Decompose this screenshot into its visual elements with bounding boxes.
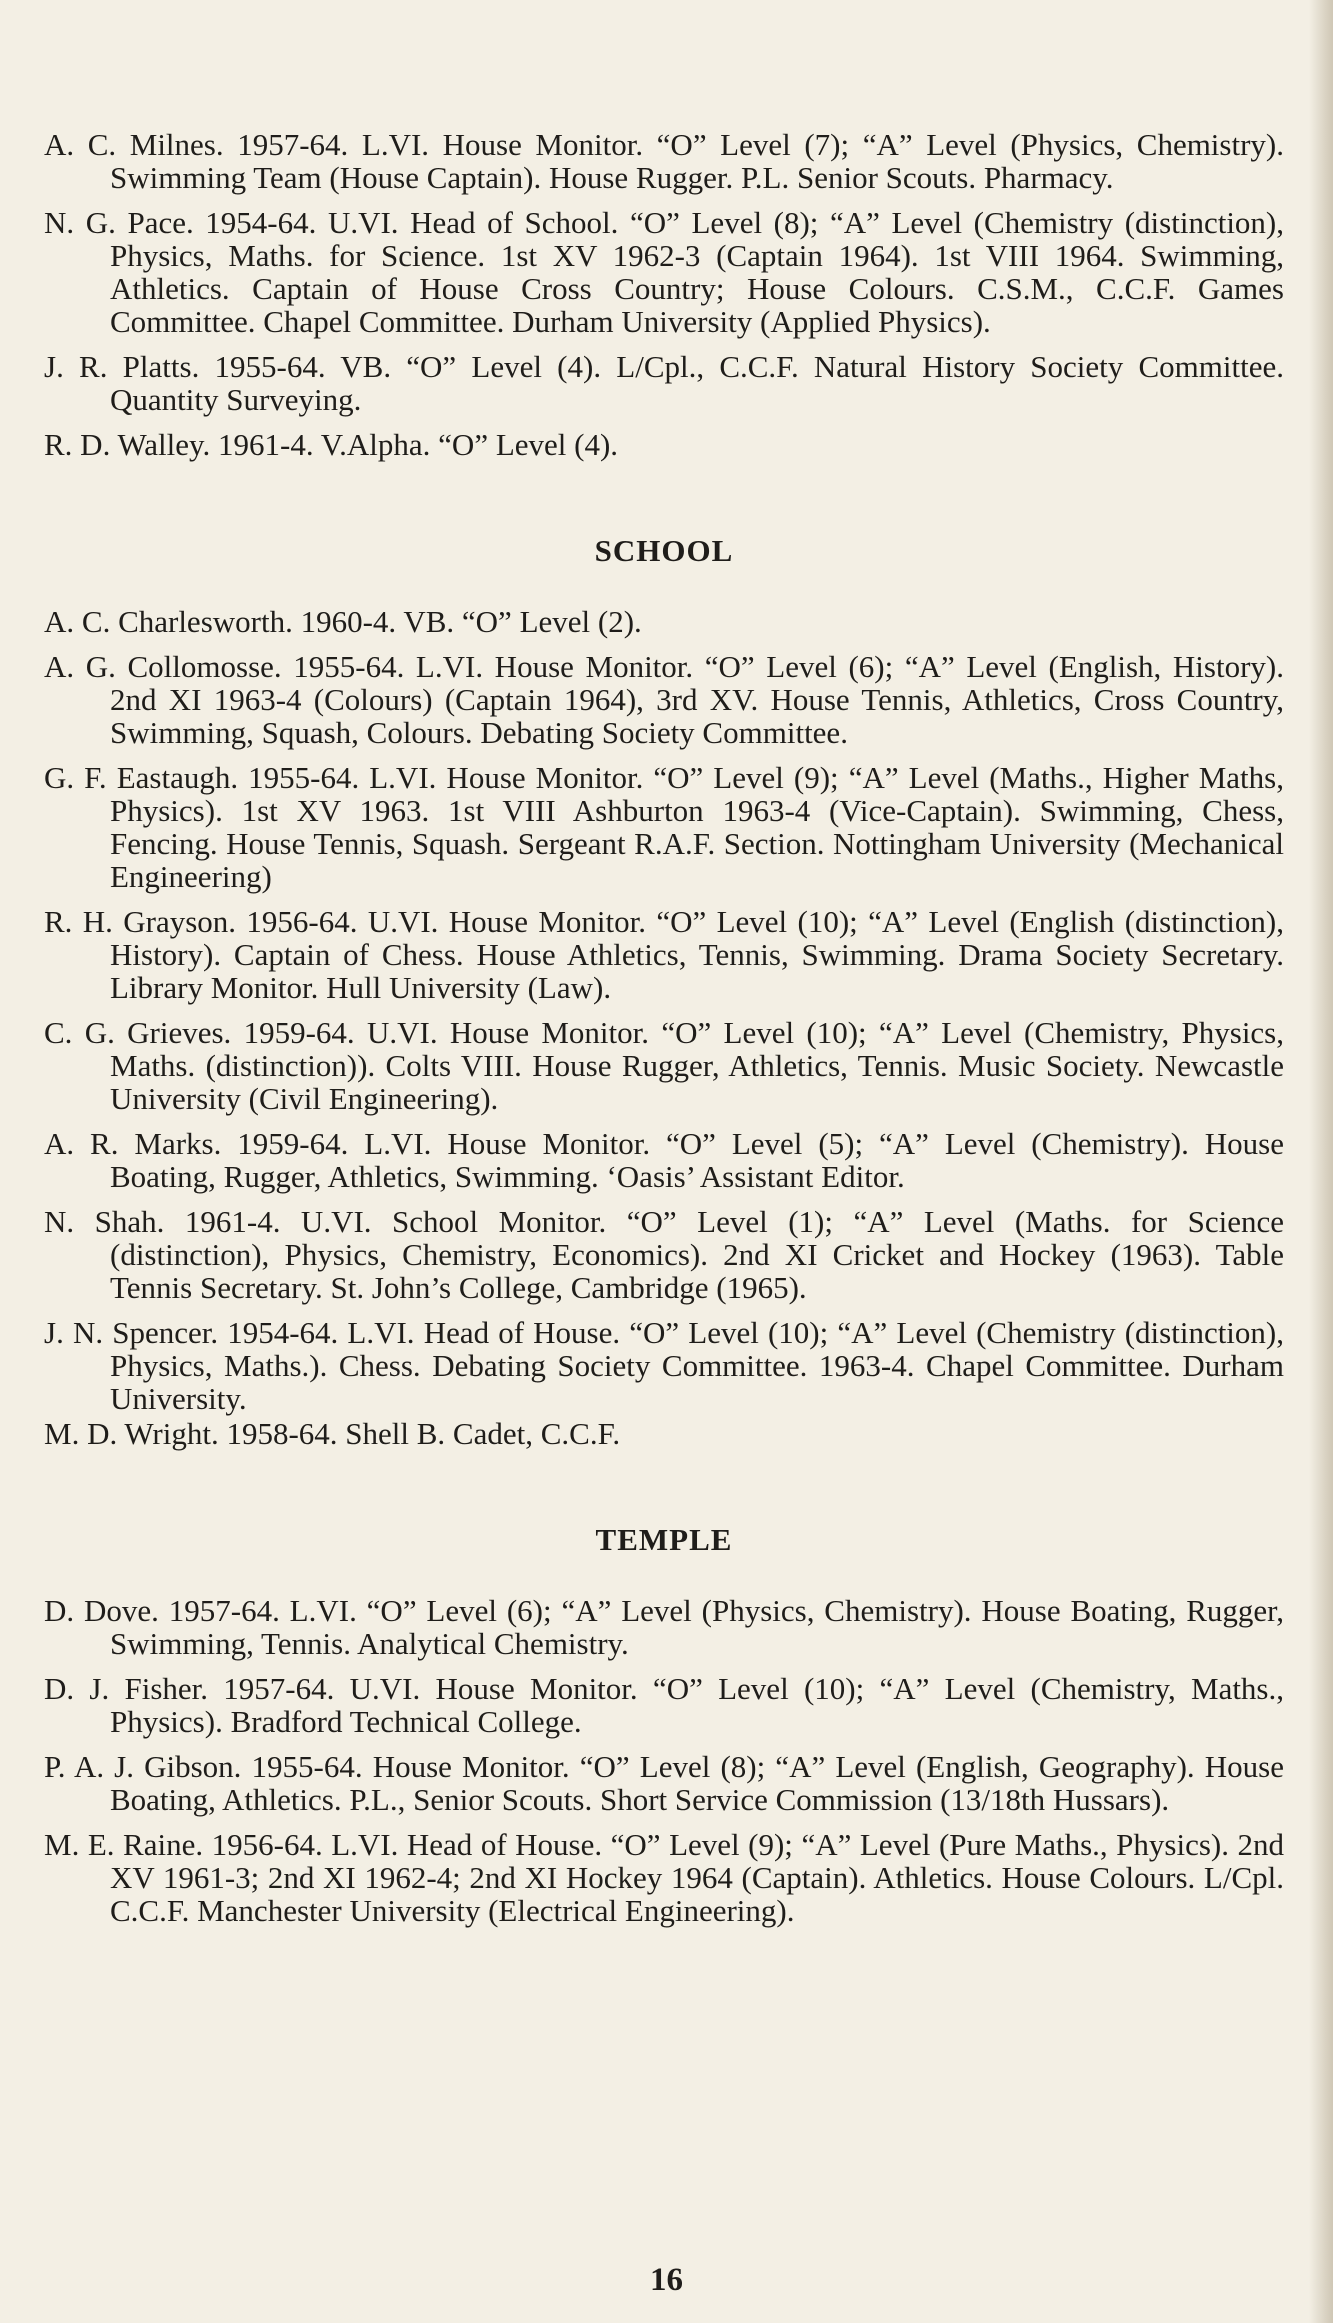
entry: A. G. Collomosse. 1955-64. L.VI. House Monitor. “O” Level (6); “A” Level (English, History). 2nd XI 1963-4 (Colours) (Captain 1964), 3rd XV. House Tennis, Athletics, Cross Country, Swimming, Squash, Colours. Debating Society Committee.	[44, 649, 1284, 750]
entry: J. N. Spencer. 1954-64. L.VI. Head of House. “O” Level (10); “A” Level (Chemistry (distinction), Physics, Maths.). Chess. Debating Society Committee. 1963-4. Chapel Committee. Durham University.	[44, 1315, 1284, 1416]
entry: R. H. Grayson. 1956-64. U.VI. House Monitor. “O” Level (10); “A” Level (English (distinction), History). Captain of Chess. House Athletics, Tennis, Swimming. Drama Society Secretary. Library Monitor. Hull University (Law).	[44, 904, 1284, 1005]
entry: N. Shah. 1961-4. U.VI. School Monitor. “O” Level (1); “A” Level (Maths. for Science (distinction), Physics, Chemistry, Economics). 2nd XI Cricket and Hockey (1963). Table Tennis Secretary. St. John’s College, Cambridge (1965).	[44, 1204, 1284, 1305]
section-heading: SCHOOL	[594, 533, 734, 568]
entry: A. C. Milnes. 1957-64. L.VI. House Monitor. “O” Level (7); “A” Level (Physics, Chemistry). Swimming Team (House Captain). House Rugger. P.L. Senior Scouts. Pharmacy.	[44, 127, 1284, 195]
entry: M. D. Wright. 1958-64. Shell B. Cadet, C.C.F.	[44, 1416, 621, 1451]
page-spine-shadow	[1309, 0, 1333, 2323]
entry: A. C. Charlesworth. 1960-4. VB. “O” Level (2).	[44, 604, 642, 639]
entry: D. Dove. 1957-64. L.VI. “O” Level (6); “A” Level (Physics, Chemistry). House Boating, Rugger, Swimming, Tennis. Analytical Chemistry.	[44, 1593, 1284, 1661]
entry: N. G. Pace. 1954-64. U.VI. Head of School. “O” Level (8); “A” Level (Chemistry (distinction), Physics, Maths. for Science. 1st XV 1962-3 (Captain 1964). 1st VIII 1964. Swimming, Athletics. Captain of House Cross Country; House Colours. C.S.M., C.C.F. Games Committee. Chapel Committee. Durham University (Applied Physics).	[44, 205, 1284, 339]
entry: G. F. Eastaugh. 1955-64. L.VI. House Monitor. “O” Level (9); “A” Level (Maths., Higher Maths, Physics). 1st XV 1963. 1st VIII Ashburton 1963-4 (Vice-Captain). Swimming, Chess, Fencing. House Tennis, Squash. Sergeant R.A.F. Section. Nottingham University (Mechanical Engineering)	[44, 760, 1284, 894]
entry: A. R. Marks. 1959-64. L.VI. House Monitor. “O” Level (5); “A” Level (Chemistry). House Boating, Rugger, Athletics, Swimming. ‘Oasis’ Assistant Editor.	[44, 1126, 1284, 1194]
page-content	[44, 128, 1284, 1939]
entry: D. J. Fisher. 1957-64. U.VI. House Monitor. “O” Level (10); “A” Level (Chemistry, Maths., Physics). Bradford Technical College.	[44, 1671, 1284, 1739]
entry: M. E. Raine. 1956-64. L.VI. Head of House. “O” Level (9); “A” Level (Pure Maths., Physics). 2nd XV 1961-3; 2nd XI 1962-4; 2nd XI Hockey 1964 (Captain). Athletics. House Colours. L/Cpl. C.C.F. Manchester University (Electrical Engineering).	[44, 1827, 1284, 1928]
section-continued	[44, 128, 1284, 461]
entry: C. G. Grieves. 1959-64. U.VI. House Monitor. “O” Level (10); “A” Level (Chemistry, Physics, Maths. (distinction)). Colts VIII. House Rugger, Athletics, Tennis. Music Society. Newcastle University (Civil Engineering).	[44, 1015, 1284, 1116]
section-school	[44, 533, 1284, 1450]
entry: J. R. Platts. 1955-64. VB. “O” Level (4). L/Cpl., C.C.F. Natural History Society Committee. Quantity Surveying.	[44, 349, 1284, 417]
section-temple	[44, 1522, 1284, 1927]
entry: R. D. Walley. 1961-4. V.Alpha. “O” Level (4).	[44, 427, 619, 462]
entry: P. A. J. Gibson. 1955-64. House Monitor. “O” Level (8); “A” Level (English, Geography). House Boating, Athletics. P.L., Senior Scouts. Short Service Commission (13/18th Hussars).	[44, 1749, 1284, 1817]
section-heading: TEMPLE	[595, 1522, 733, 1557]
page-number: 16	[650, 2262, 683, 2298]
